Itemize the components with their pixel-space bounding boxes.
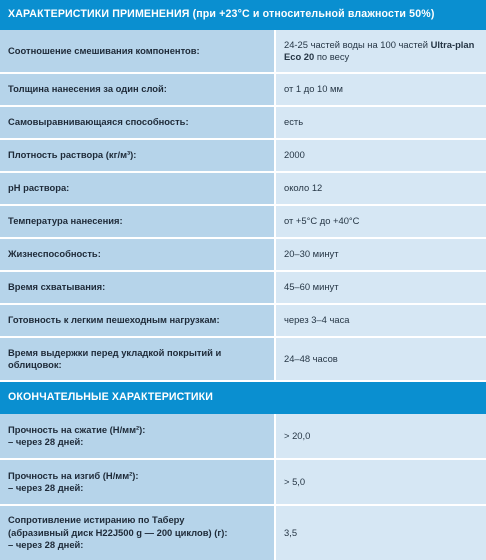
row-value: 2000 [276, 140, 486, 171]
table-row [0, 173, 486, 206]
table-row [0, 74, 486, 107]
row-label: Самовыравнивающаяся способность: [0, 107, 276, 138]
row-value: 20–30 минут [276, 239, 486, 270]
row-label: pH раствора: [0, 173, 276, 204]
row-label: Соотношение смешивания компонентов: [0, 30, 276, 72]
row-label: Толщина нанесения за один слой: [0, 74, 276, 105]
table-row [0, 107, 486, 140]
table-row [0, 414, 486, 460]
section-title: ХАРАКТЕРИСТИКИ ПРИМЕНЕНИЯ (при +23°C и относительной влажности 50%) [8, 8, 435, 20]
section-header-application [0, 0, 486, 30]
row-label: Температура нанесения: [0, 206, 276, 237]
table-row [0, 305, 486, 338]
row-value: 24-25 частей воды на 100 частей Ultra-plan Eco 20 по весу [276, 30, 486, 72]
table-row [0, 206, 486, 239]
row-label: Время схватывания: [0, 272, 276, 303]
row-label: Сопротивление истиранию по Таберу (абразивный диск H22J500 g — 200 циклов) (г): – через 28 дней: [0, 506, 276, 560]
section-title: ОКОНЧАТЕЛЬНЫЕ ХАРАКТЕРИСТИКИ [8, 391, 213, 403]
row-label: Готовность к легким пешеходным нагрузкам: [0, 305, 276, 336]
table-row [0, 460, 486, 506]
section-header-final [0, 382, 486, 414]
table-row [0, 30, 486, 74]
row-value: > 5,0 [276, 460, 486, 504]
row-value: есть [276, 107, 486, 138]
row-value: 3,5 [276, 506, 486, 560]
row-value: от 1 до 10 мм [276, 74, 486, 105]
row-value: около 12 [276, 173, 486, 204]
row-value: 24–48 часов [276, 338, 486, 380]
table-row [0, 506, 486, 560]
row-label: Жизнеспособность: [0, 239, 276, 270]
row-label: Прочность на изгиб (Н/мм²): – через 28 дней: [0, 460, 276, 504]
table-row [0, 239, 486, 272]
table-row [0, 272, 486, 305]
row-value: через 3–4 часа [276, 305, 486, 336]
row-value: 45–60 минут [276, 272, 486, 303]
row-label: Плотность раствора (кг/м³): [0, 140, 276, 171]
row-value: > 20,0 [276, 414, 486, 458]
row-label: Прочность на сжатие (Н/мм²): – через 28 дней: [0, 414, 276, 458]
table-row [0, 338, 486, 382]
table-row [0, 140, 486, 173]
row-value: от +5°C до +40°C [276, 206, 486, 237]
row-label: Время выдержки перед укладкой покрытий и облицовок: [0, 338, 276, 380]
